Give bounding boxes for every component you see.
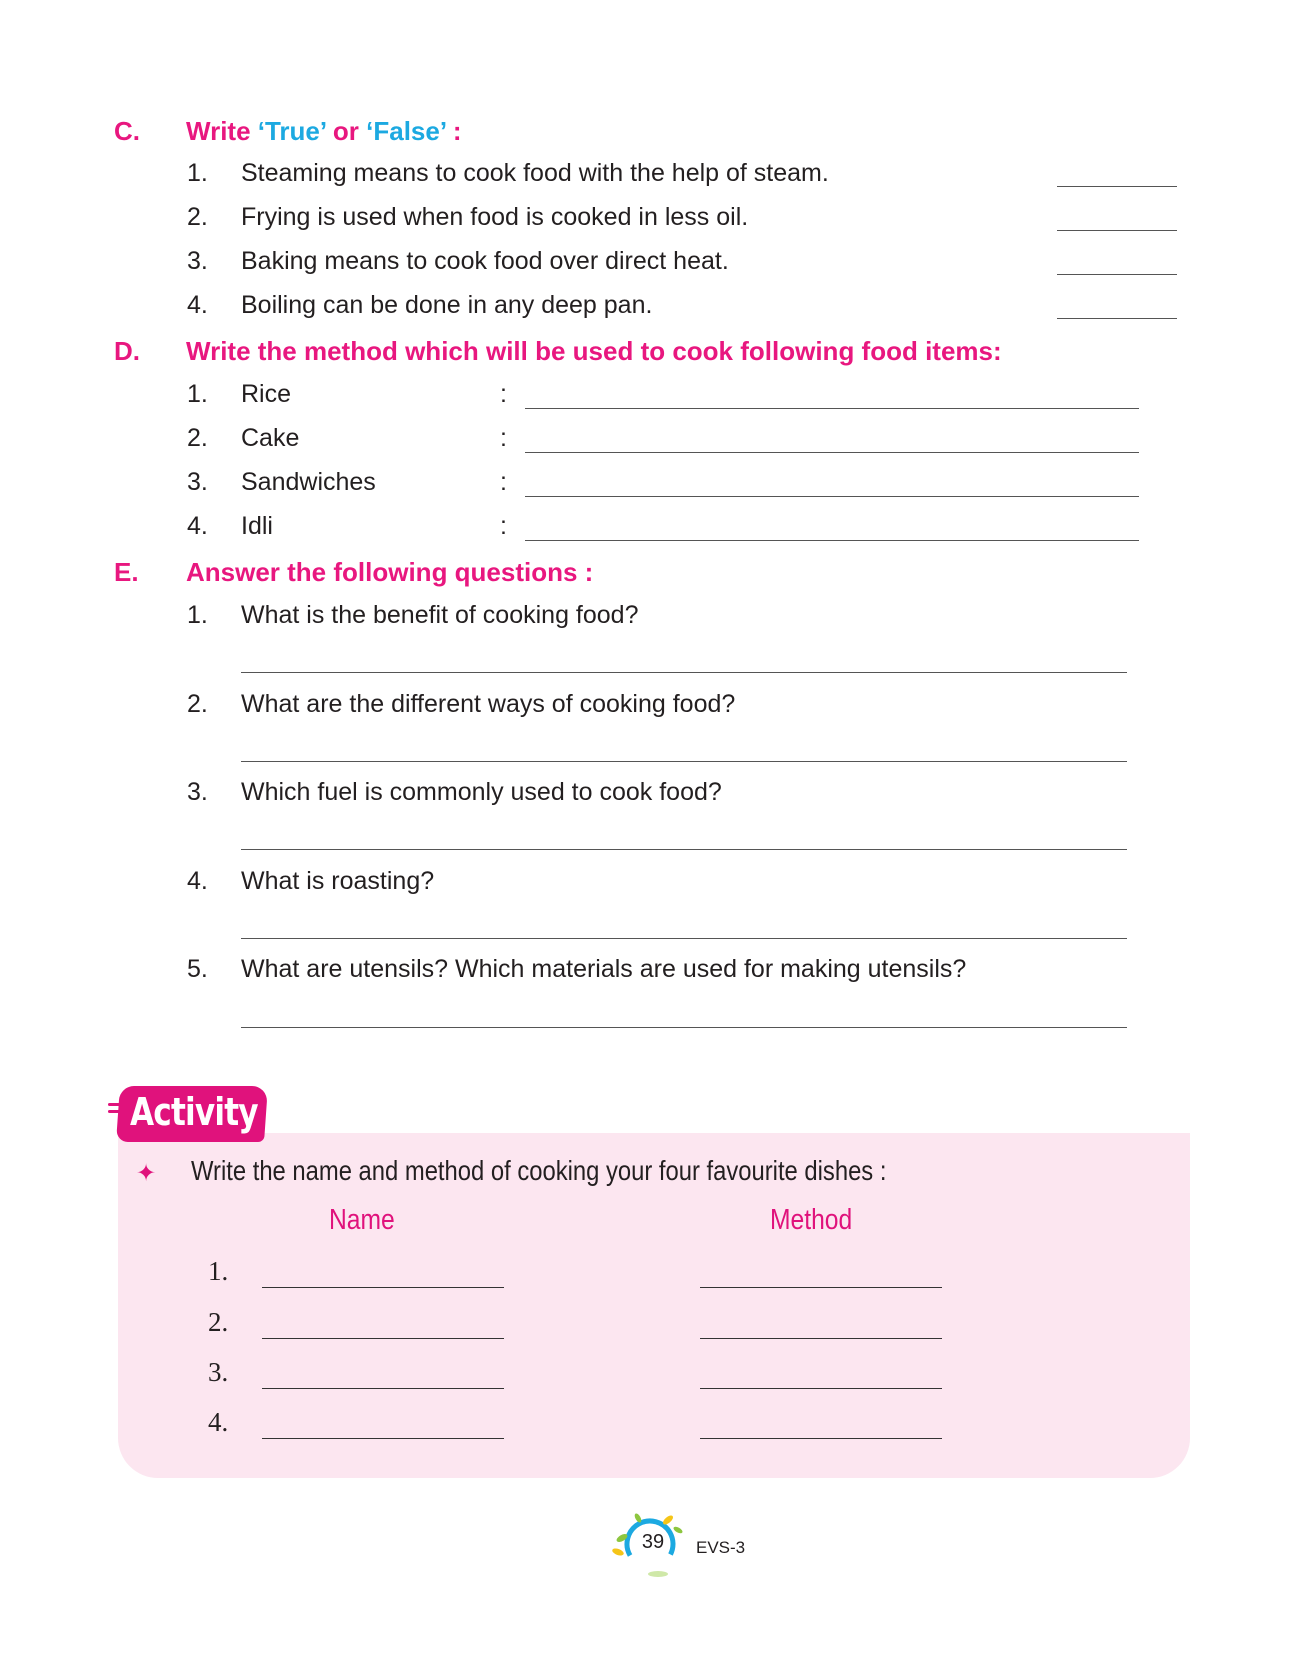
e-question-text: What are the different ways of cooking food?	[241, 690, 736, 718]
c-item-number: 4.	[187, 291, 208, 319]
activity-row-number: 1.	[208, 1256, 229, 1286]
d-answer-line[interactable]	[525, 452, 1139, 453]
activity-row-number: 3.	[208, 1357, 229, 1387]
e-answer-line[interactable]	[241, 761, 1127, 762]
e-question-text: What are utensils? Which materials are used for making utensils?	[241, 955, 967, 983]
d-item-colon: :	[500, 468, 507, 496]
c-item-number: 2.	[187, 203, 208, 231]
activity-method-line[interactable]	[700, 1287, 942, 1288]
activity-method-line[interactable]	[700, 1388, 942, 1389]
activity-method-line[interactable]	[700, 1438, 942, 1439]
activity-instruction: Write the name and method of cooking your four favourite dishes :	[191, 1155, 887, 1186]
section-c-title-true: ‘True’	[257, 116, 326, 146]
d-item-text: Rice	[241, 380, 292, 408]
c-item-text: Steaming means to cook food with the help of steam.	[241, 159, 829, 187]
activity-col-method: Method	[770, 1204, 853, 1236]
activity-name-line[interactable]	[262, 1438, 504, 1439]
d-answer-line[interactable]	[525, 408, 1139, 409]
d-item-number: 3.	[187, 468, 208, 496]
section-d-letter: D.	[114, 336, 140, 366]
c-answer-line[interactable]	[1057, 318, 1177, 319]
e-question-text: Which fuel is commonly used to cook food?	[241, 778, 722, 806]
activity-name-line[interactable]	[262, 1388, 504, 1389]
activity-name-line[interactable]	[262, 1338, 504, 1339]
section-c-title-or: or	[325, 116, 367, 146]
e-question-number: 1.	[187, 601, 208, 629]
activity-badge-label: Activity	[130, 1090, 258, 1134]
d-item-number: 4.	[187, 512, 208, 540]
d-answer-line[interactable]	[525, 496, 1139, 497]
d-item-number: 2.	[187, 424, 208, 452]
activity-method-line[interactable]	[700, 1338, 942, 1339]
d-item-colon: :	[500, 424, 507, 452]
e-answer-line[interactable]	[241, 938, 1127, 939]
d-answer-line[interactable]	[525, 540, 1139, 541]
d-item-colon: :	[500, 380, 507, 408]
e-question-number: 5.	[187, 955, 208, 983]
d-item-text: Cake	[241, 424, 300, 452]
e-question-number: 4.	[187, 867, 208, 895]
book-code: EVS-3	[696, 1538, 746, 1557]
c-item-number: 1.	[187, 159, 208, 187]
section-c-title-prefix: Write	[186, 116, 258, 146]
c-answer-line[interactable]	[1057, 274, 1177, 275]
activity-col-name: Name	[329, 1204, 395, 1236]
c-answer-line[interactable]	[1057, 186, 1177, 187]
activity-row-number: 4.	[208, 1407, 229, 1437]
section-c-title-suffix: :	[445, 116, 462, 146]
e-answer-line[interactable]	[241, 849, 1127, 850]
c-item-number: 3.	[187, 247, 208, 275]
page-number: 39	[641, 1531, 665, 1553]
d-item-colon: :	[500, 512, 507, 540]
c-item-text: Baking means to cook food over direct heat.	[241, 247, 729, 275]
e-question-number: 2.	[187, 690, 208, 718]
section-e-letter: E.	[114, 557, 139, 587]
section-c-letter: C.	[114, 116, 140, 146]
d-item-number: 1.	[187, 380, 208, 408]
c-answer-line[interactable]	[1057, 230, 1177, 231]
e-answer-line[interactable]	[241, 1027, 1127, 1028]
e-question-text: What is the benefit of cooking food?	[241, 601, 639, 629]
d-item-text: Sandwiches	[241, 468, 376, 496]
section-d-title: Write the method which will be used to cook following food items:	[186, 336, 1002, 366]
section-c-title-false: ‘False’	[366, 116, 446, 146]
section-c-title	[186, 116, 462, 147]
activity-name-line[interactable]	[262, 1287, 504, 1288]
e-answer-line[interactable]	[241, 672, 1127, 673]
d-item-text: Idli	[241, 512, 273, 540]
activity-row-number: 2.	[208, 1307, 229, 1337]
c-item-text: Frying is used when food is cooked in less oil.	[241, 203, 749, 231]
e-question-number: 3.	[187, 778, 208, 806]
activity-bullet-icon: ✦	[136, 1160, 157, 1187]
c-item-text: Boiling can be done in any deep pan.	[241, 291, 653, 319]
section-e-title: Answer the following questions :	[186, 557, 594, 587]
e-question-text: What is roasting?	[241, 867, 435, 895]
